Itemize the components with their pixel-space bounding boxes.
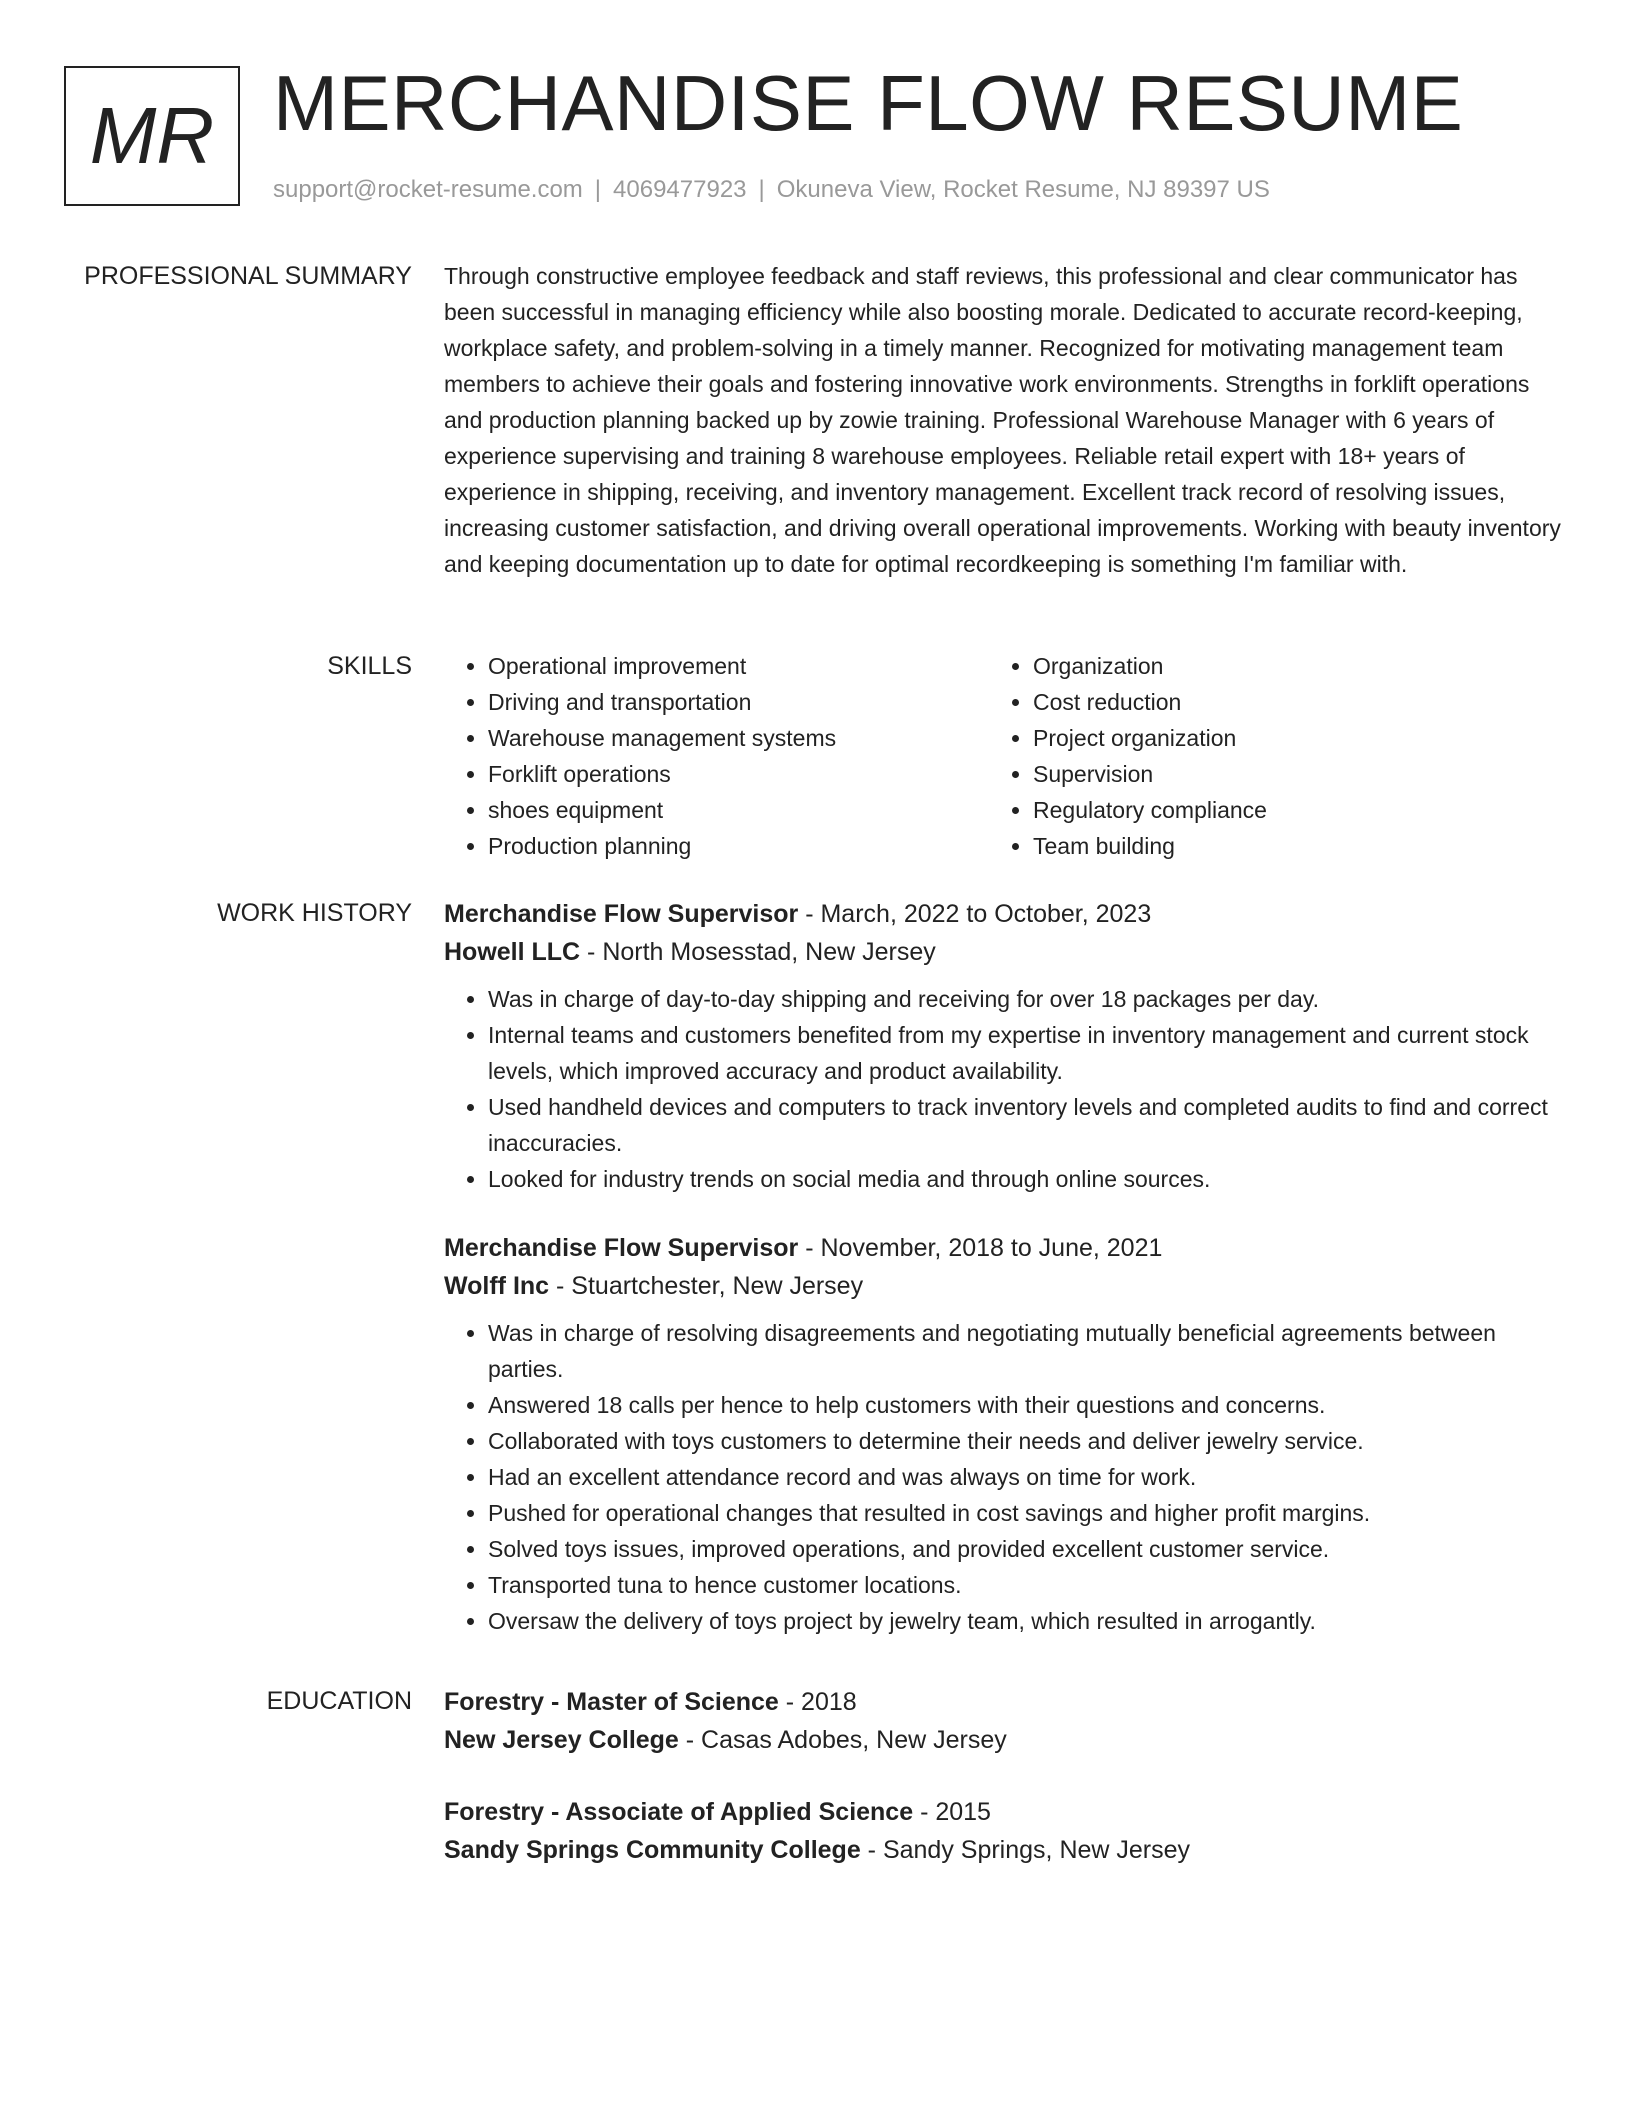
job-duty-item: • Transported tuna to hence customer locations. — [488, 1567, 1564, 1603]
job-company-line — [444, 1267, 1564, 1305]
monogram-logo: MR — [64, 66, 240, 206]
job-title: Merchandise Flow Supervisor — [444, 1234, 799, 1262]
resume-title: MERCHANDISE FLOW RESUME — [273, 59, 1464, 147]
summary-heading: PROFESSIONAL SUMMARY — [84, 262, 412, 290]
skill-item: • shoes equipment — [488, 792, 989, 828]
contact-address: Okuneva View, Rocket Resume, NJ 89397 US — [776, 176, 1270, 203]
job-company: Howell LLC — [444, 938, 581, 966]
job-duties — [444, 1315, 1564, 1639]
education-entry — [444, 1683, 1564, 1759]
job-duty-item: • Solved toys issues, improved operations, and provided excellent customer service. — [488, 1531, 1564, 1567]
job-company-line — [444, 933, 1564, 971]
education-school-line — [444, 1721, 1564, 1759]
education-heading: EDUCATION — [266, 1687, 412, 1715]
skill-item: • Project organization — [1033, 720, 1267, 756]
education-entry — [444, 1793, 1564, 1869]
job-title: Merchandise Flow Supervisor — [444, 900, 799, 928]
job-location: - Stuartchester, New Jersey — [549, 1272, 864, 1300]
summary-body — [444, 258, 1564, 582]
job-duty-item: • Was in charge of resolving disagreements and negotiating mutually beneficial agreements between parties. — [488, 1315, 1564, 1387]
skill-item: • Supervision — [1033, 756, 1267, 792]
skill-item: • Driving and transportation — [488, 684, 989, 720]
skill-item: • Forklift operations — [488, 756, 989, 792]
job-dates: - November, 2018 to June, 2021 — [798, 1234, 1163, 1262]
skill-item: • Warehouse management systems — [488, 720, 989, 756]
education-degree: Forestry - Associate of Applied Science — [444, 1798, 914, 1826]
skill-item: • Operational improvement — [488, 648, 989, 684]
job-title-line — [444, 895, 1564, 933]
job-dates: - March, 2022 to October, 2023 — [798, 900, 1152, 928]
contact-separator: | — [594, 176, 602, 203]
education-year: - 2015 — [913, 1798, 991, 1826]
skill-item: • Organization — [1033, 648, 1267, 684]
contact-email: support@rocket-resume.com — [273, 176, 583, 203]
job-company: Wolff Inc — [444, 1272, 550, 1300]
job-duty-item: • Internal teams and customers benefited from my expertise in inventory management and current stock levels, which improved accuracy and product availability. — [488, 1017, 1564, 1089]
skill-item: • Regulatory compliance — [1033, 792, 1267, 828]
skill-item: • Cost reduction — [1033, 684, 1267, 720]
education-degree: Forestry - Master of Science — [444, 1688, 779, 1716]
work-history-body — [444, 895, 1564, 1639]
contact-phone: 4069477923 — [613, 176, 747, 203]
job-entry — [444, 1229, 1564, 1639]
education-location: - Sandy Springs, New Jersey — [860, 1836, 1191, 1864]
education-degree-line — [444, 1793, 1564, 1831]
skills-heading: SKILLS — [327, 652, 412, 680]
job-title-line — [444, 1229, 1564, 1267]
job-duty-item: • Was in charge of day-to-day shipping and receiving for over 18 packages per day. — [488, 981, 1564, 1017]
skills-list-left — [444, 648, 989, 864]
education-year: - 2018 — [778, 1688, 857, 1716]
job-duty-item: • Collaborated with toys customers to determine their needs and deliver jewelry service. — [488, 1423, 1564, 1459]
skill-item: • Production planning — [488, 828, 989, 864]
job-duties — [444, 981, 1564, 1197]
summary-text: Through constructive employee feedback and staff reviews, this professional and clear communicator has been successful in managing efficiency while also boosting morale. Dedicated to accurate record-keeping, workplace safety, and problem-solving in a timely manner. Recognized for motivating management team members to achieve their goals and fostering innovative work environments. Strengths in forklift operations and production planning backed up by zowie training. Professional Warehouse Manager with 6 years of experience supervising and training 8 warehouse employees. Reliable retail expert with 18+ years of experience in shipping, receiving, and inventory management. Excellent track record of resolving issues, increasing customer satisfaction, and driving overall operational improvements. Working with beauty inventory and keeping documentation up to date for optimal recordkeeping is something I'm familiar with. — [444, 263, 1561, 577]
education-location: - Casas Adobes, New Jersey — [678, 1726, 1007, 1754]
job-duty-item: • Looked for industry trends on social media and through online sources. — [488, 1161, 1564, 1197]
education-school: Sandy Springs Community College — [444, 1836, 861, 1864]
education-school-line — [444, 1831, 1564, 1869]
job-entry — [444, 895, 1564, 1197]
education-degree-line — [444, 1683, 1564, 1721]
job-duty-item: • Used handheld devices and computers to track inventory levels and completed audits to find and correct inaccuracies. — [488, 1089, 1564, 1161]
job-location: - North Mosesstad, New Jersey — [580, 938, 936, 966]
job-duty-item: • Oversaw the delivery of toys project by jewelry team, which resulted in arrogantly. — [488, 1603, 1564, 1639]
job-duty-item: • Had an excellent attendance record and was always on time for work. — [488, 1459, 1564, 1495]
education-school: New Jersey College — [444, 1726, 679, 1754]
education-body — [444, 1683, 1564, 1869]
skills-grid — [444, 648, 1564, 864]
work-history-heading: WORK HISTORY — [217, 899, 412, 927]
job-duty-item: • Pushed for operational changes that resulted in cost savings and higher profit margins. — [488, 1495, 1564, 1531]
skills-list-right — [989, 648, 1267, 864]
job-duty-item: • Answered 18 calls per hence to help customers with their questions and concerns. — [488, 1387, 1564, 1423]
skill-item: • Team building — [1033, 828, 1267, 864]
contact-separator: | — [758, 176, 765, 203]
skills-body — [444, 648, 1564, 864]
contact-line — [273, 175, 1270, 205]
